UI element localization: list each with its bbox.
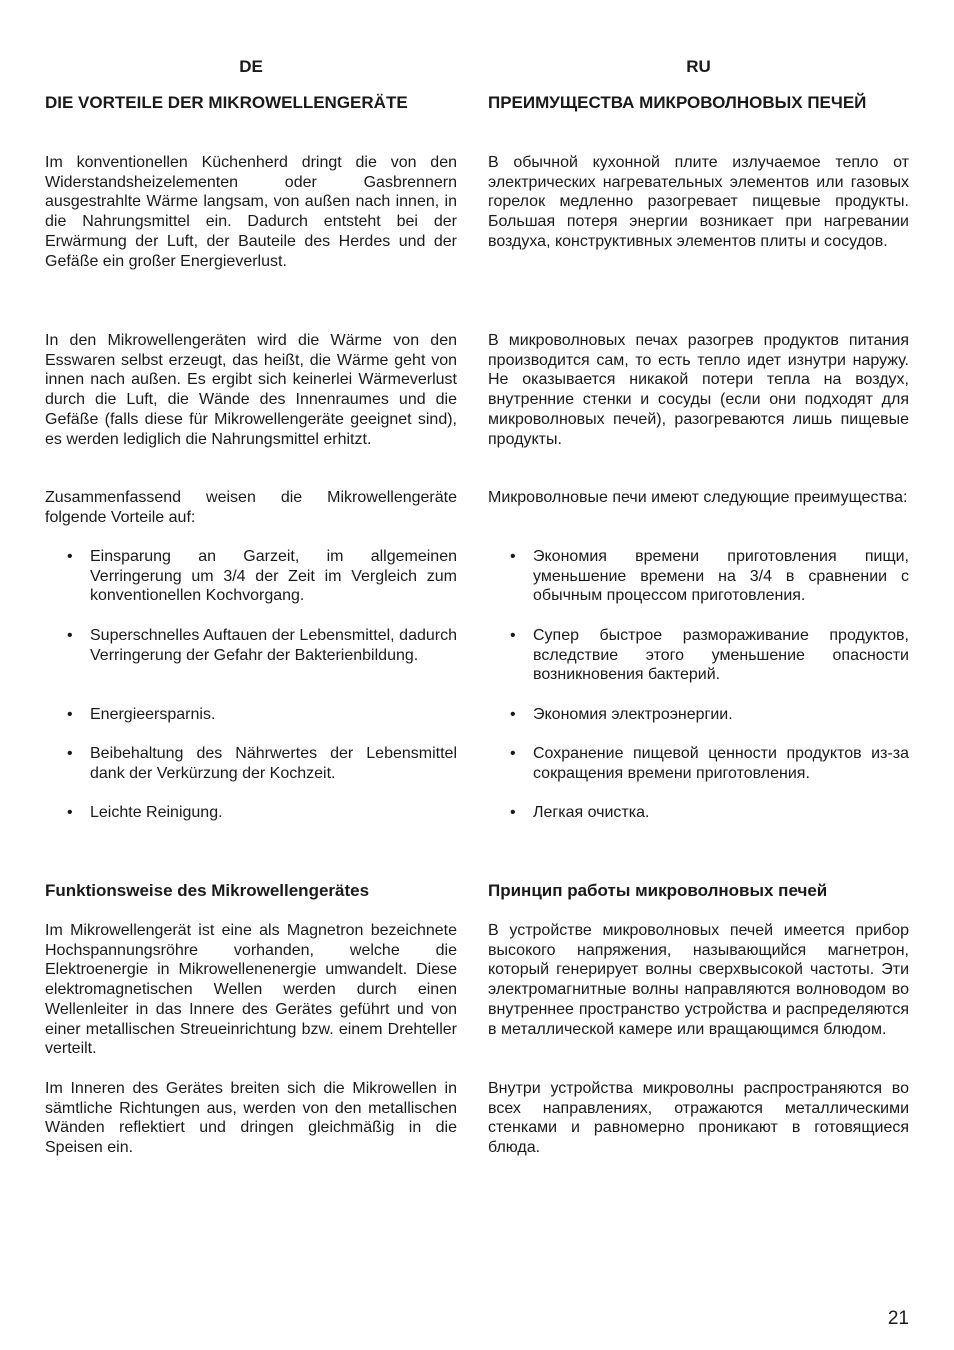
list-item-text: Сохранение пищевой ценности продуктов из-за сокращения времени приготовления. — [533, 745, 909, 782]
bullet-icon: • — [67, 804, 73, 821]
list-item — [488, 744, 909, 783]
paragraph-de-1: Im konventionellen Küchenherd dringt die von den Widerstandsheizelementen oder Gasbrennern ausgestrahlte Wärme langsam, von außen nach innen, in die Nahrungsmittel ein. Dadurch entsteht bei der Erwärmung der Luft, der Bauteile des Herdes und der Gefäße ein großer Energieverlust. — [45, 154, 457, 270]
page-number: 21 — [887, 1308, 909, 1329]
bullet-icon: • — [67, 745, 73, 762]
paragraph-de-5: Im Inneren des Gerätes breiten sich die Mikrowellen in sämtliche Richtungen aus, werden von den metallischen Wänden reflektiert und dringen gleichmäßig in die Speisen ein. — [45, 1080, 457, 1157]
paragraph-de-4: Im Mikrowellengerät ist eine als Magnetron bezeichnete Hochspannungsröhre vorhanden, welche die Elektroenergie in Mikrowellenenergie umwandelt. Diese elektromagnetischen Wellen werden durch einen Wellenleiter in das Innere des Gerätes geführt und von einer metallischen Streueinrichtung bzw. einem Drehteller verteilt. — [45, 922, 457, 1058]
list-item — [45, 744, 457, 783]
bullet-icon: • — [510, 804, 516, 821]
list-item-text: Легкая очистка. — [533, 804, 650, 821]
list-item — [488, 803, 909, 823]
bullet-icon: • — [510, 627, 516, 644]
paragraph-ru-3: Микроволновые печи имеют следующие преимущества: — [488, 489, 908, 506]
section-title-de: Funktionsweise des Mikrowellengerätes — [45, 881, 370, 900]
list-item-text: Einsparung an Garzeit, im allgemeinen Verringerung um 3/4 der Zeit im Vergleich zum konventionellen Kochvorgang. — [90, 548, 457, 605]
list-item — [45, 705, 457, 725]
list-item-text: Energieersparnis. — [90, 706, 216, 723]
paragraph-ru-1: В обычной кухонной плите излучаемое тепло от электрических нагревательных элементов или газовых горелок медленно разогревает пищевые продукты. Большая потеря энергии возникает при нагревании воздуха, конструктивных элементов плиты и сосудов. — [488, 154, 909, 250]
list-item-text: Beibehaltung des Nährwertes der Lebensmittel dank der Verkürzung der Kochzeit. — [90, 745, 457, 782]
list-item-text: Leichte Reinigung. — [90, 804, 223, 821]
page-title-de: DIE VORTEILE DER MIKROWELLENGERÄTE — [45, 93, 408, 112]
language-label-de: DE — [239, 57, 263, 76]
section-title-ru: Принцип работы микроволновых печей — [488, 881, 828, 900]
bullet-icon: • — [67, 706, 73, 723]
list-item — [45, 803, 457, 823]
paragraph-ru-2: В микроволновых печах разогрев продуктов питания производится сам, то есть тепло идет изнутри наружу. Не оказывается никакой потери тепла на воздух, внутренние стенки и сосуды (если они подходят для микроволновых печей), разогреваются лишь пищевые продукты. — [488, 332, 909, 448]
list-item — [488, 626, 909, 685]
list-item-text: Экономия времени приготовления пищи, уменьшение времени на 3/4 в сравнении с обычным процессом приготовления. — [533, 548, 909, 605]
paragraph-ru-5: Внутри устройства микроволны распространяются во всех направлениях, отражаются металлическими стенками и равномерно проникают в готовящиеся блюда. — [488, 1080, 909, 1157]
paragraph-de-2: In den Mikrowellengeräten wird die Wärme von den Esswaren selbst erzeugt, das heißt, die Wärme geht von innen nach außen. Es ergibt sich keinerlei Wärmeverlust durch die Luft, die Wände des Innenraumes und die Gefäße (falls diese für Mikrowellengeräte geeignet sind), es werden lediglich die Nahrungsmittel erhitzt. — [45, 332, 457, 448]
bullet-icon: • — [67, 548, 73, 565]
paragraph-ru-4: В устройстве микроволновых печей имеется прибор высокого напряжения, называющийся магнетрон, который генерирует волны сверхвысокой частоты. Эти электромагнитные волны направляются волноводом во внутреннее пространство устройства и распределяются в металлической камере или вращающимся блюдом. — [488, 922, 909, 1038]
bullet-icon: • — [510, 548, 516, 565]
list-item — [45, 626, 457, 665]
list-item — [488, 547, 909, 606]
page-title-ru: ПРЕИМУЩЕСТВА МИКРОВОЛНОВЫХ ПЕЧЕЙ — [488, 93, 867, 112]
list-item-text: Экономия электроэнергии. — [533, 706, 733, 723]
list-item — [45, 547, 457, 606]
bullet-icon: • — [510, 745, 516, 762]
list-item-text: Супер быстрое размораживание продуктов, вследствие этого уменьшение опасности возникновения бактерий. — [533, 627, 909, 684]
bullet-icon: • — [510, 706, 516, 723]
language-label-ru: RU — [686, 57, 711, 76]
paragraph-de-3: Zusammenfassend weisen die Mikrowellengeräte folgende Vorteile auf: — [45, 489, 457, 526]
bullet-icon: • — [67, 627, 73, 644]
list-item — [488, 705, 909, 725]
list-item-text: Superschnelles Auftauen der Lebensmittel, dadurch Verringerung der Gefahr der Bakterienbildung. — [90, 627, 457, 664]
